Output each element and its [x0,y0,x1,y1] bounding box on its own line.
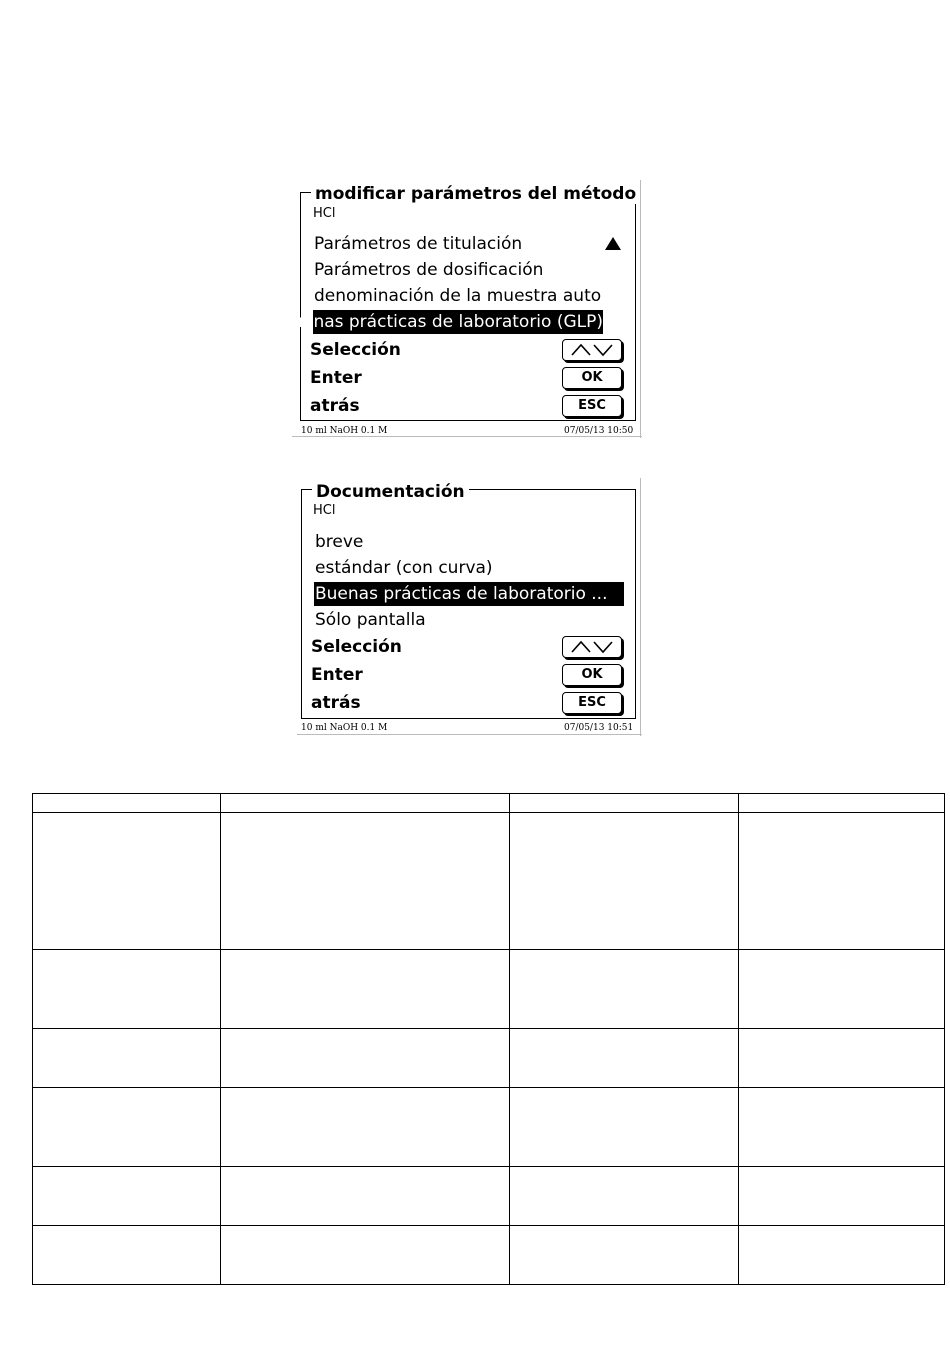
table-cell [33,950,221,1029]
status-bar-divider [297,734,642,735]
table-cell [739,1088,945,1167]
table-cell [221,794,510,813]
esc-button[interactable]: ESC [562,692,622,714]
table-row [33,813,945,950]
table-cell [510,950,739,1029]
back-label: atrás [311,693,361,713]
table-cell [739,794,945,813]
screen-edge [640,180,641,438]
up-down-arrows-icon [569,342,615,358]
method-parameters-screen [280,180,642,440]
table-row [33,1029,945,1088]
table-cell [33,1088,221,1167]
table-cell [33,813,221,950]
table-cell [33,1029,221,1088]
menu-item-short[interactable]: breve [315,532,364,552]
table-cell [221,1029,510,1088]
selection-label: Selección [311,637,402,657]
table-cell [739,1029,945,1088]
screen-edge [640,478,641,736]
table-cell [510,794,739,813]
ok-button[interactable]: OK [562,664,622,686]
method-name: HCl [313,206,336,221]
scroll-up-icon [605,237,621,250]
datetime-status: 07/05/13 10:50 [564,426,634,436]
table-cell [510,1088,739,1167]
back-label: atrás [310,396,360,416]
table-cell [33,794,221,813]
esc-button[interactable]: ESC [562,395,622,417]
menu-item-sample-designation[interactable]: denominación de la muestra auto [314,286,602,306]
enter-label: Enter [311,665,363,685]
selection-label: Selección [310,340,401,360]
menu-item-glp[interactable] [280,310,603,334]
table-row [33,794,945,813]
table-cell [510,1167,739,1226]
menu-item-dosing-parameters[interactable]: Parámetros de dosificación [314,260,544,280]
menu-item-glp[interactable]: Buenas prácticas de laboratorio ... [314,582,624,606]
ok-button[interactable]: OK [562,367,622,389]
up-down-arrows-button[interactable] [562,636,622,658]
table-row [33,950,945,1029]
table-cell [221,1226,510,1285]
table-cell [33,1226,221,1285]
documentation-screen [297,478,642,736]
status-bar-divider [292,436,642,437]
table-cell [739,813,945,950]
table-cell [221,1088,510,1167]
up-down-arrows-button[interactable] [562,339,622,361]
screen-title: modificar parámetros del método [311,184,640,204]
table-cell [510,813,739,950]
table-row [33,1226,945,1285]
menu-item-titration-parameters[interactable]: Parámetros de titulación [314,234,523,254]
documentation-table [32,793,945,1285]
reagent-status: 10 ml NaOH 0.1 M [301,723,388,733]
table-cell [221,1167,510,1226]
table-cell [221,950,510,1029]
reagent-status: 10 ml NaOH 0.1 M [301,426,388,436]
up-down-arrows-icon [569,639,615,655]
table-row [33,1088,945,1167]
method-name: HCl [313,503,336,518]
menu-item-glp-label: Buenas prácticas de laboratorio (GLP) [280,312,603,332]
menu-item-standard[interactable]: estándar (con curva) [315,558,493,578]
table-cell [739,1226,945,1285]
table-row [33,1167,945,1226]
table-cell [221,813,510,950]
enter-label: Enter [310,368,362,388]
screen-title: Documentación [312,482,469,502]
datetime-status: 07/05/13 10:51 [564,723,634,733]
table-cell [739,1167,945,1226]
table-cell [510,1226,739,1285]
table-cell [510,1029,739,1088]
menu-item-screen-only[interactable]: Sólo pantalla [315,610,426,630]
table-cell [33,1167,221,1226]
table-cell [739,950,945,1029]
